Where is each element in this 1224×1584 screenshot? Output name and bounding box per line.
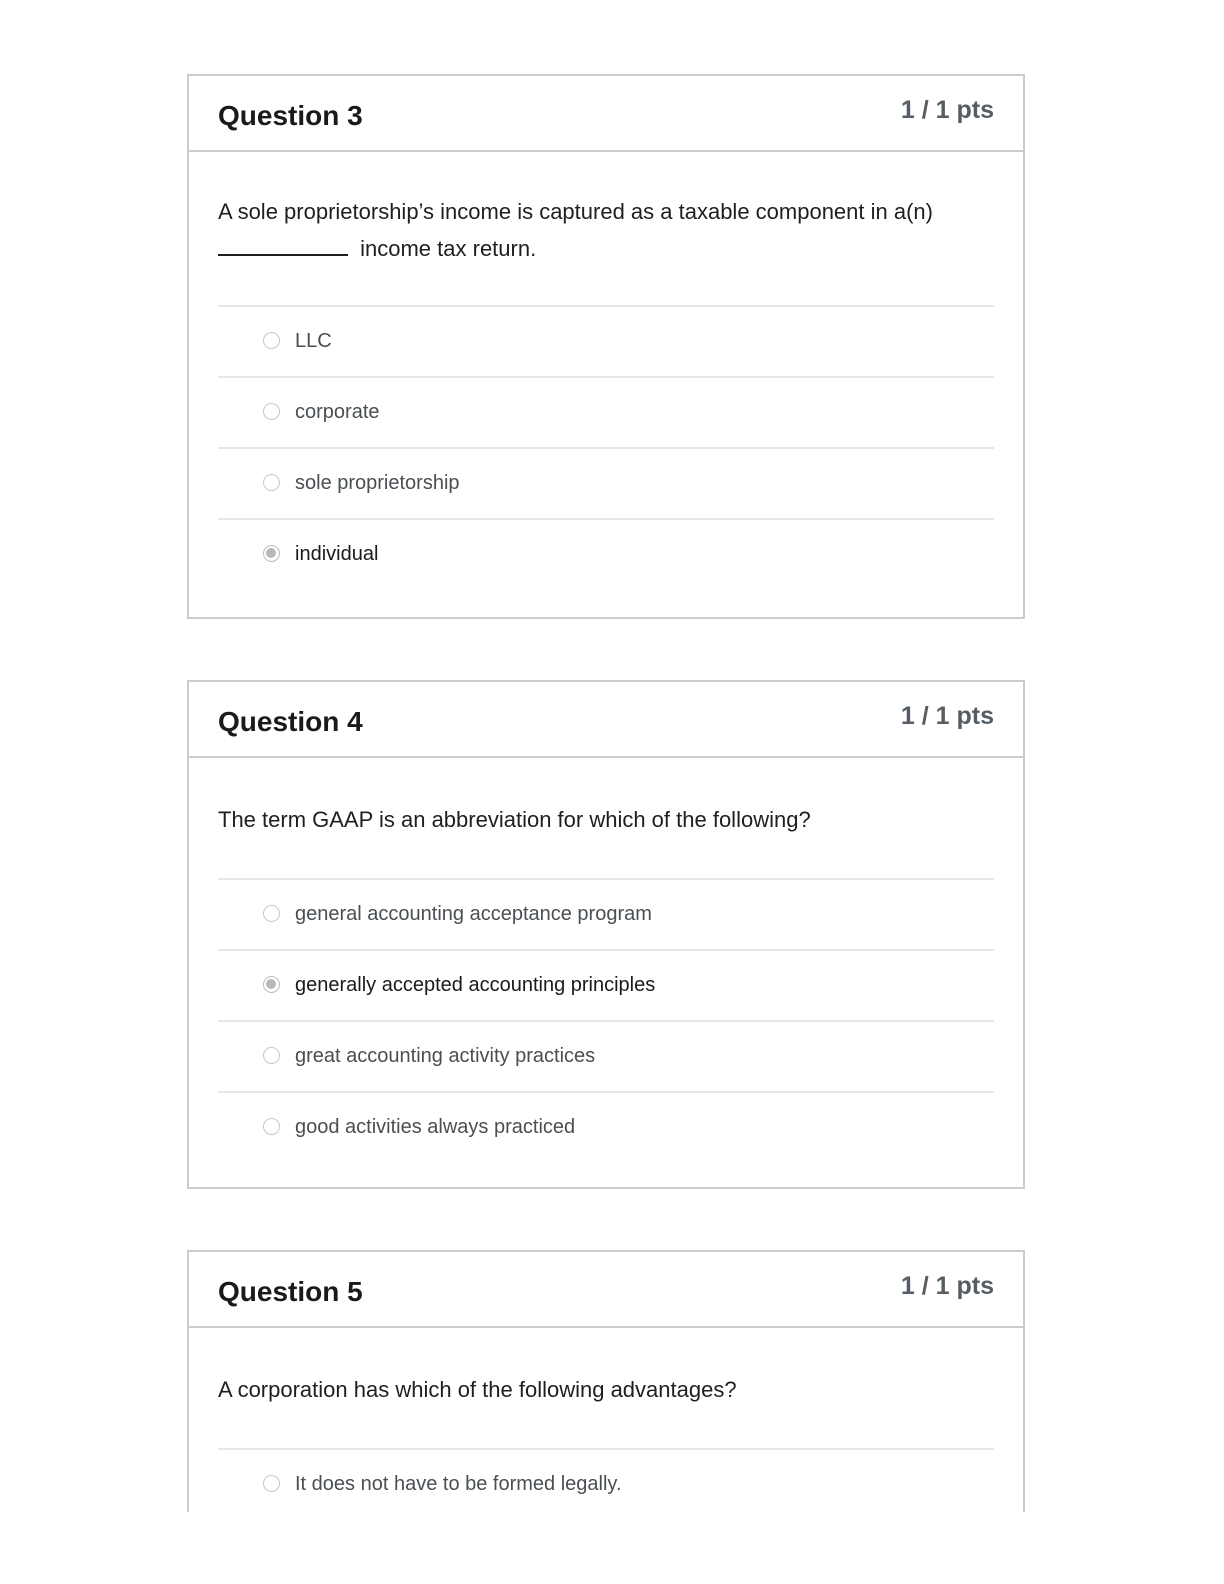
radio-button-selected-icon[interactable] [263,545,280,562]
question-points: 1 / 1 pts [900,1272,994,1300]
answer-option[interactable] [218,307,994,378]
answer-option[interactable] [218,1450,994,1521]
radio-button-icon[interactable] [263,1475,280,1492]
question-title: Question 4 [218,706,363,737]
question-points: 1 / 1 pts [900,702,994,730]
question-card-3 [187,74,1025,619]
question-body [189,758,1023,1194]
question-points: 1 / 1 pts [900,96,994,124]
radio-button-icon[interactable] [263,905,280,922]
answer-option[interactable] [218,880,994,951]
question-body [189,1328,1023,1521]
question-text [218,152,994,307]
answer-label: individual [295,543,379,565]
answer-option-selected[interactable] [218,951,994,1022]
answer-label: great accounting activity practices [295,1045,596,1067]
question-text: The term GAAP is an abbreviation for which of the following? [218,758,994,880]
answer-option[interactable] [218,449,994,520]
radio-button-icon[interactable] [263,332,280,349]
answer-option[interactable] [218,378,994,449]
answer-option[interactable] [218,1022,994,1093]
answer-label: corporate [295,401,380,423]
question-text: A corporation has which of the following advantages? [218,1328,994,1450]
radio-button-icon[interactable] [263,1047,280,1064]
question-header [189,76,1023,152]
question-text-part2: income tax return. [360,236,537,261]
answer-label: It does not have to be formed legally. [295,1473,622,1495]
question-card-4 [187,680,1025,1189]
answer-label: LLC [295,330,332,352]
question-body [189,152,1023,621]
answer-option-selected[interactable] [218,520,994,591]
question-card-5 [187,1250,1025,1512]
answer-list [218,880,994,1194]
radio-button-icon[interactable] [263,474,280,491]
question-title: Question 5 [218,1276,363,1307]
answer-label: general accounting acceptance program [295,903,652,925]
question-header [189,682,1023,758]
question-title: Question 3 [218,100,363,131]
answer-list [218,1450,994,1521]
radio-button-selected-icon[interactable] [263,976,280,993]
question-text-part1: A sole proprietorship’s income is captured as a taxable component in a(n) [218,199,933,224]
radio-button-icon[interactable] [263,1118,280,1135]
fill-in-blank [218,230,348,256]
answer-label: good activities always practiced [295,1116,576,1138]
radio-button-icon[interactable] [263,403,280,420]
answer-list [218,307,994,621]
answer-label: sole proprietorship [295,472,460,494]
answer-label: generally accepted accounting principles [295,974,656,996]
question-header [189,1252,1023,1328]
answer-option[interactable] [218,1093,994,1164]
